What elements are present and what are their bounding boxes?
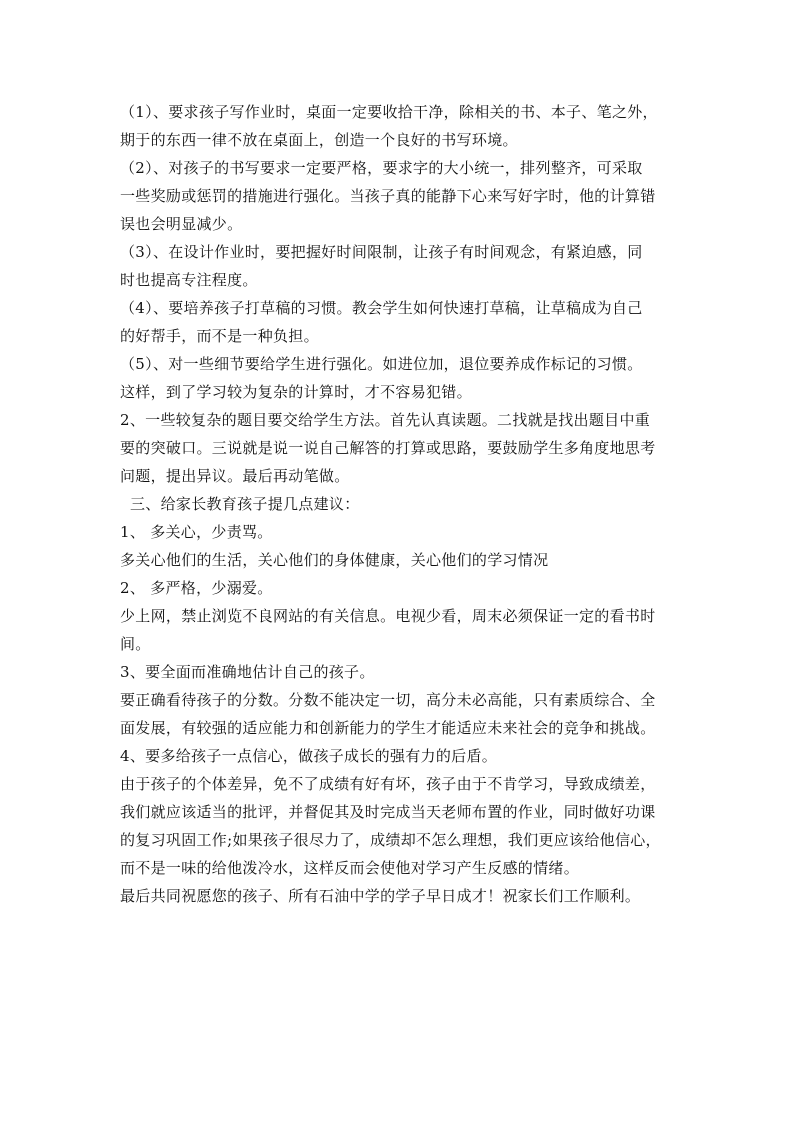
text-line: 多关心他们的生活，关心他们的身体健康，关心他们的学习情况 (120, 551, 549, 569)
text-line: 间。 (120, 635, 151, 653)
text-line: 的好帮手，而不是一种负担。 (120, 327, 319, 345)
text-line: 时也提高专注程度。 (120, 271, 258, 289)
text-line: 要的突破口。三说就是说一说自己解答的打算或思路，要鼓励学生多角度地思考 (120, 439, 656, 457)
text-line: 由于孩子的个体差异，免不了成绩有好有坏，孩子由于不肯学习，导致成绩差， (120, 775, 656, 793)
text-line: 一些奖励或惩罚的措施进行强化。当孩子真的能静下心来写好字时，他的计算错 (120, 187, 656, 205)
text-line: 问题，提出异议。最后再动笔做。 (120, 467, 350, 485)
document-body (120, 98, 680, 910)
text-line: 这样，到了学习较为复杂的计算时，才不容易犯错。 (120, 383, 472, 401)
text-line: （5）、对一些细节要给学生进行强化。如进位加，退位要养成作标记的习惯。 (120, 355, 643, 373)
text-line: （4）、要培养孩子打草稿的习惯。教会学生如何快速打草稿，让草稿成为自己 (120, 299, 643, 317)
text-line: 3、要全面而准确地估计自己的孩子。 (120, 663, 375, 681)
section-heading: 三、给家长教育孩子提几点建议： (130, 495, 360, 513)
text-line: 误也会明显减少。 (120, 215, 243, 233)
text-line: （3）、在设计作业时，要把握好时间限制，让孩子有时间观念，有紧迫感，同 (120, 243, 643, 261)
text-line: 4、要多给孩子一点信心，做孩子成长的强有力的后盾。 (120, 747, 498, 765)
text-line: 的复习巩固工作;如果孩子很尽力了，成绩却不怎么理想，我们更应该给他信心， (120, 831, 661, 849)
text-line: 期于的东西一律不放在桌面上，创造一个良好的书写环境。 (120, 131, 518, 149)
text-line: （1）、要求孩子写作业时，桌面一定要收拾干净，除相关的书、本子、笔之外， (120, 103, 658, 121)
text-line: （2）、对孩子的书写要求一定要严格，要求字的大小统一，排列整齐，可采取 (120, 159, 643, 177)
text-line: 1、 多关心，少责骂。 (120, 523, 273, 541)
text-line: 少上网，禁止浏览不良网站的有关信息。电视少看，周末必须保证一定的看书时 (120, 607, 656, 625)
text-line: 最后共同祝愿您的孩子、所有石油中学的学子早日成才！祝家长们工作顺利。 (120, 887, 641, 905)
text-line: 2、一些较复杂的题目要交给学生方法。首先认真读题。二找就是找出题目中重 (120, 411, 651, 429)
text-line: 要正确看待孩子的分数。分数不能决定一切，高分未必高能，只有素质综合、全 (120, 691, 656, 709)
text-line: 我们就应该适当的批评，并督促其及时完成当天老师布置的作业，同时做好功课 (120, 803, 656, 821)
text-line: 面发展，有较强的适应能力和创新能力的学生才能适应未来社会的竞争和挑战。 (120, 719, 656, 737)
text-line: 2、 多严格，少溺爱。 (120, 579, 273, 597)
text-line: 而不是一味的给他泼冷水，这样反而会使他对学习产生反感的情绪。 (120, 859, 580, 877)
